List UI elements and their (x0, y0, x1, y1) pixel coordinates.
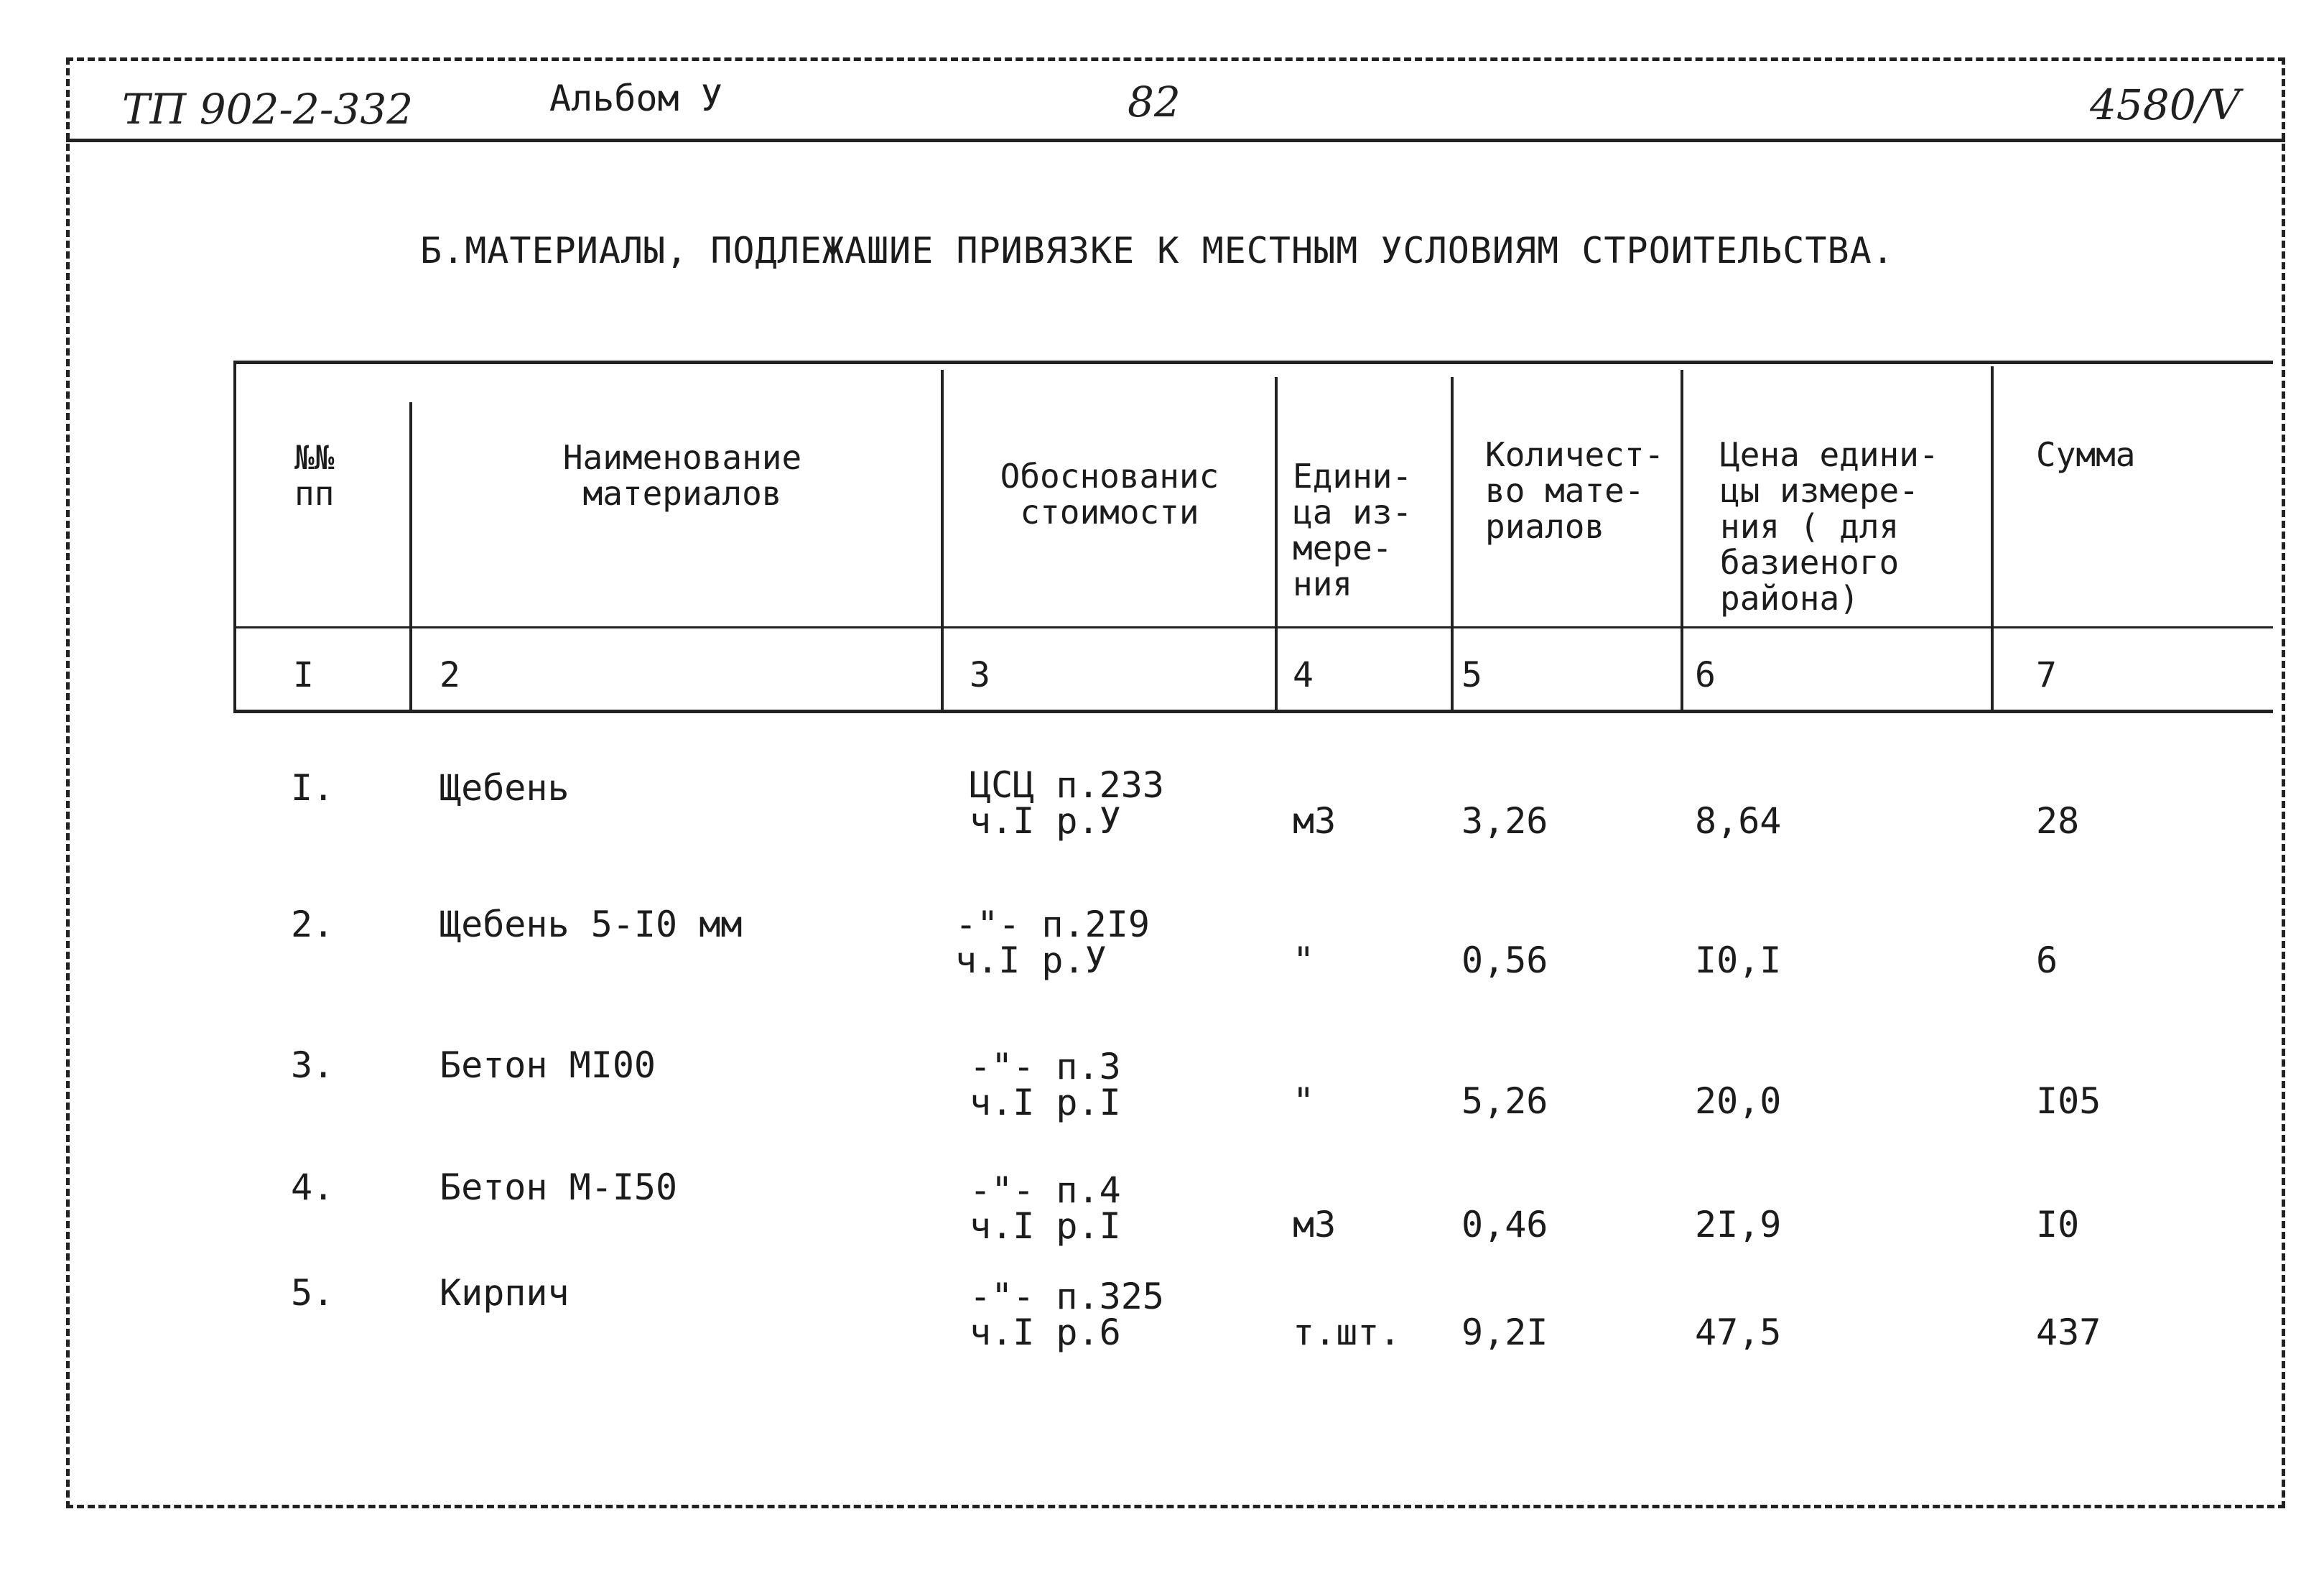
col-header-name: Наименование материалов (562, 438, 802, 513)
row-2-sum: 6 (2036, 939, 2058, 981)
row-1-sum: 28 (2036, 800, 2080, 842)
row-3-quantity: 5,26 (1461, 1080, 1548, 1122)
row-2-quantity: 0,56 (1461, 939, 1548, 981)
table-top-border (233, 361, 2273, 364)
col-divider-5 (1681, 370, 1683, 711)
col-num-5: 5 (1461, 655, 1482, 695)
col-num-1: I (293, 655, 314, 695)
row-2-price: I0,I (1695, 939, 1782, 981)
row-3-unit: " (1293, 1080, 1315, 1122)
row-5-sum: 437 (2036, 1312, 2101, 1353)
row-4-price: 2I,9 (1695, 1204, 1782, 1245)
row-2-basis: -"- п.2I9 ч.I р.У (955, 904, 1150, 981)
col-num-7: 7 (2036, 655, 2057, 695)
row-3-number: 3. (291, 1044, 335, 1086)
row-1-name: Щебень (440, 767, 570, 809)
table-header-divider (233, 626, 2273, 628)
row-2-number: 2. (291, 904, 335, 945)
row-5-basis: -"- п.325 ч.I р.6 (970, 1276, 1164, 1353)
col-num-3: 3 (970, 655, 990, 695)
row-1-price: 8,64 (1695, 800, 1782, 842)
row-1-number: I. (291, 767, 335, 809)
page-number: 82 (1128, 78, 1181, 126)
row-4-unit: м3 (1293, 1204, 1337, 1245)
row-5-number: 5. (291, 1272, 335, 1314)
row-1-unit: м3 (1293, 800, 1337, 842)
row-4-name: Бетон М-I50 (440, 1166, 678, 1208)
col-header-sum: Сумма (2036, 435, 2136, 474)
row-5-unit: т.шт. (1293, 1312, 1401, 1353)
col-divider-6 (1991, 366, 1994, 711)
row-5-price: 47,5 (1695, 1312, 1782, 1353)
col-num-4: 4 (1293, 655, 1314, 695)
table-numbers-divider (233, 710, 2273, 713)
row-1-basis: ЦСЦ п.233 ч.I р.У (970, 764, 1164, 842)
col-header-price: Цена едини- цы измере- ния ( для базиеного района) (1720, 435, 1939, 618)
col-divider-4 (1451, 377, 1454, 711)
row-4-sum: I0 (2036, 1204, 2080, 1245)
row-3-name: Бетон МI00 (440, 1044, 656, 1086)
col-header-quantity: Количест- во мате- риалов (1485, 435, 1665, 546)
row-5-name: Кирпич (440, 1272, 570, 1314)
row-5-quantity: 9,2I (1461, 1312, 1548, 1353)
doc-code: ТП 902-2-332 (122, 85, 414, 134)
col-num-6: 6 (1695, 655, 1716, 695)
col-header-unit: Едини- ца из- мере- ния (1293, 457, 1413, 603)
col-header-number: №№ пп (294, 438, 335, 513)
header-divider (66, 139, 2285, 142)
col-divider-2 (941, 370, 944, 711)
page-title: Б.МАТЕРИАЛЫ, ПОДЛЕЖАШИЕ ПРИВЯЗКЕ К МЕСТНЫМ УСЛОВИЯМ СТРОИТЕЛЬСТВА. (420, 230, 1895, 271)
album-label: Альбом У (549, 78, 722, 119)
inventory-number: 4580/V (2090, 80, 2241, 129)
row-2-name: Щебень 5-I0 мм (440, 904, 743, 945)
table-left-border (233, 361, 236, 713)
row-3-sum: I05 (2036, 1080, 2101, 1122)
row-1-quantity: 3,26 (1461, 800, 1548, 842)
page-frame (66, 57, 2285, 1508)
col-header-basis: Обоснованис стоимости (1000, 457, 1219, 532)
row-4-number: 4. (291, 1166, 335, 1208)
col-num-2: 2 (440, 655, 460, 695)
row-3-price: 20,0 (1695, 1080, 1782, 1122)
row-2-unit: " (1293, 939, 1315, 981)
col-divider-1 (409, 402, 412, 711)
row-3-basis: -"- п.3 ч.I р.I (970, 1046, 1121, 1123)
col-divider-3 (1275, 377, 1278, 711)
row-4-basis: -"- п.4 ч.I р.I (970, 1169, 1121, 1247)
row-4-quantity: 0,46 (1461, 1204, 1548, 1245)
